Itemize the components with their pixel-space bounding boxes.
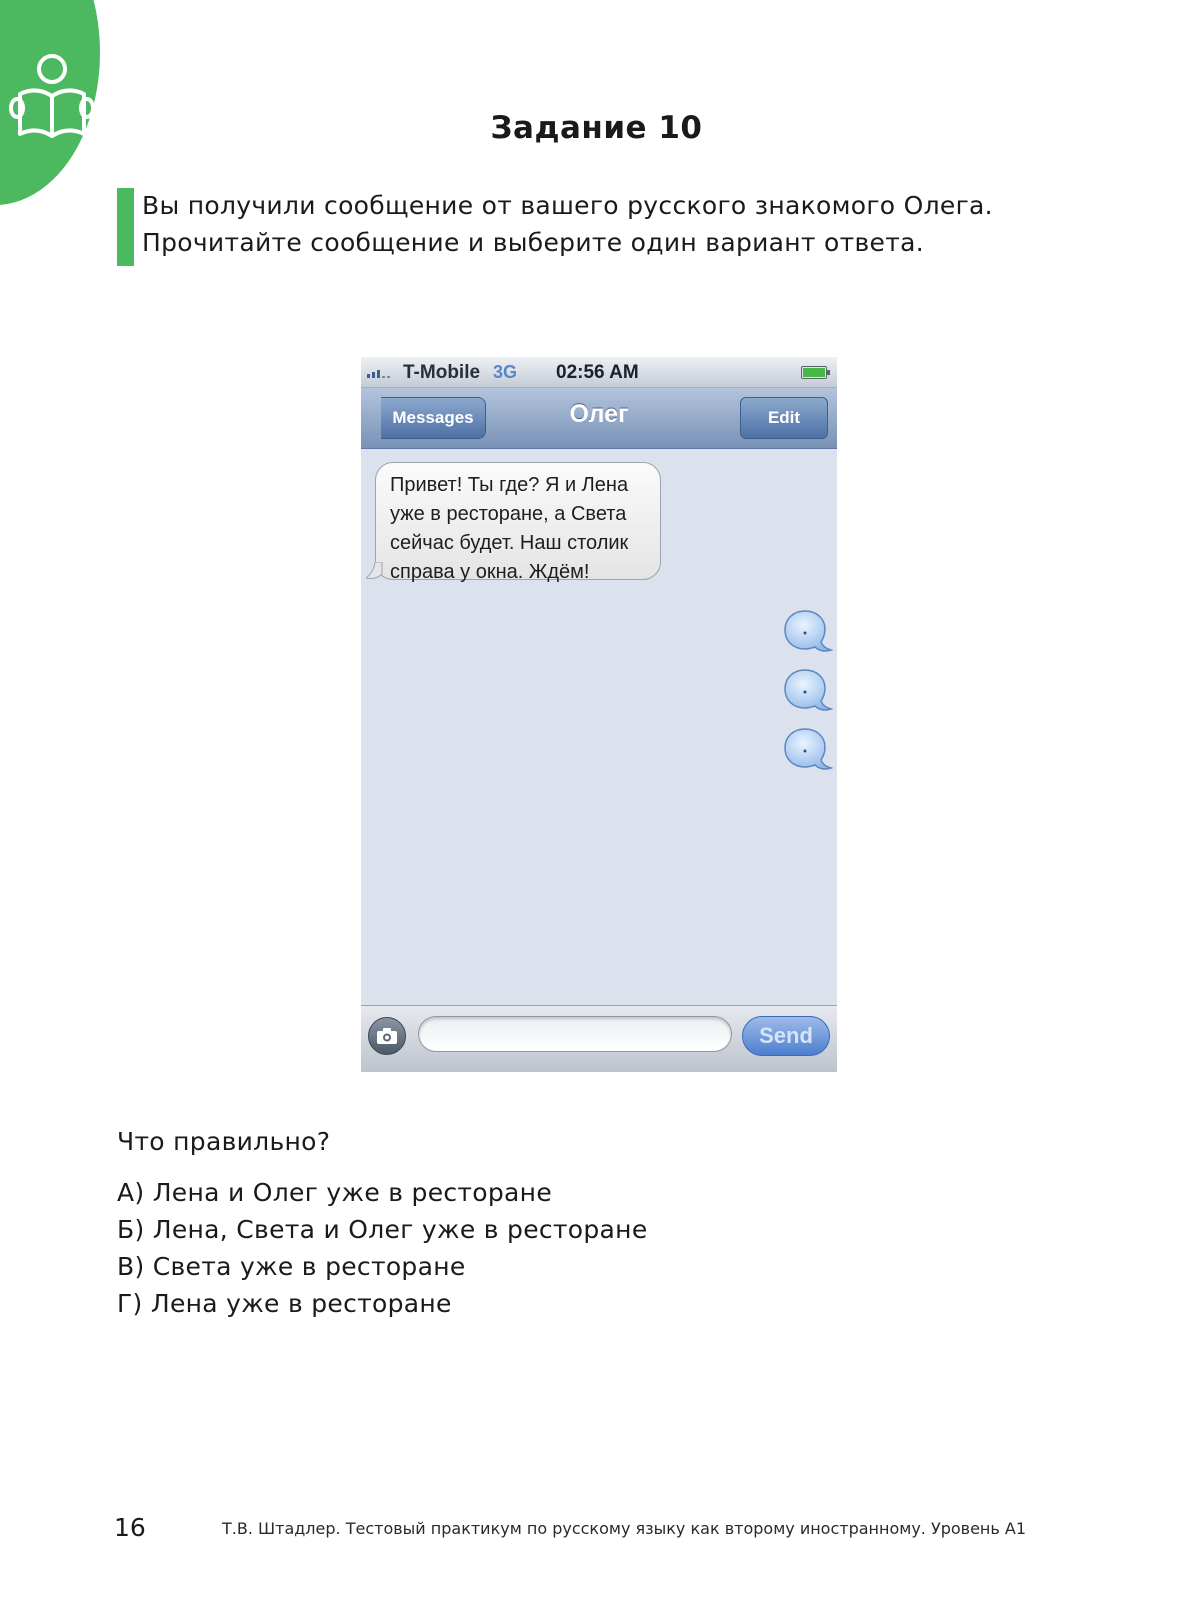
answer-option-b[interactable]: Б) Лена, Света и Олег уже в ресторане bbox=[117, 1215, 648, 1244]
question-prompt: Что правильно? bbox=[117, 1127, 331, 1156]
message-input-bar bbox=[361, 1005, 837, 1072]
send-button[interactable]: Send bbox=[742, 1016, 830, 1056]
phone-screenshot bbox=[361, 357, 837, 1072]
bubble-tail bbox=[366, 562, 386, 582]
message-text-field[interactable] bbox=[418, 1016, 732, 1052]
instruction-line: Прочитайте сообщение и выберите один вариант ответа. bbox=[142, 228, 924, 257]
typing-bubble-icon bbox=[781, 609, 833, 655]
message-line: уже в ресторане, а Света bbox=[390, 503, 627, 525]
instruction-accent-bar bbox=[117, 188, 134, 266]
typing-bubble-icon bbox=[781, 727, 833, 773]
messages-back-button[interactable] bbox=[381, 397, 486, 439]
answer-option-c[interactable]: В) Света уже в ресторане bbox=[117, 1252, 466, 1281]
answer-options bbox=[117, 1174, 648, 1322]
navigation-bar bbox=[361, 388, 837, 449]
message-line: Привет! Ты где? Я и Лена bbox=[390, 474, 629, 496]
signal-strength-icon bbox=[367, 366, 397, 378]
instruction-line: Вы получили сообщение от вашего русского знакомого Олега. bbox=[142, 191, 993, 220]
task-title: Задание 10 bbox=[490, 110, 703, 146]
message-line: сейчас будет. Наш столик bbox=[390, 532, 629, 554]
typing-bubble-icon bbox=[781, 668, 833, 714]
network-type: 3G bbox=[493, 362, 518, 382]
status-bar bbox=[361, 357, 837, 388]
camera-icon bbox=[376, 1027, 398, 1045]
carrier-name: T-Mobile bbox=[403, 362, 481, 383]
page-number: 16 bbox=[114, 1513, 146, 1542]
back-button-label: Messages bbox=[392, 408, 474, 427]
conversation-title: Олег bbox=[569, 400, 629, 428]
footer-citation: Т.В. Штадлер. Тестовый практикум по русскому языку как второму иностранному. Уровень А1 bbox=[222, 1519, 1027, 1538]
camera-button[interactable] bbox=[368, 1017, 406, 1055]
answer-option-a[interactable]: А) Лена и Олег уже в ресторане bbox=[117, 1178, 553, 1207]
edit-button[interactable]: Edit bbox=[740, 397, 828, 439]
task-instruction bbox=[142, 187, 1142, 261]
answer-option-d[interactable]: Г) Лена уже в ресторане bbox=[117, 1289, 452, 1318]
status-time: 02:56 AM bbox=[556, 362, 639, 383]
message-line: справа у окна. Ждём! bbox=[390, 561, 590, 583]
battery-icon bbox=[801, 366, 831, 379]
incoming-message-bubble bbox=[375, 462, 661, 583]
